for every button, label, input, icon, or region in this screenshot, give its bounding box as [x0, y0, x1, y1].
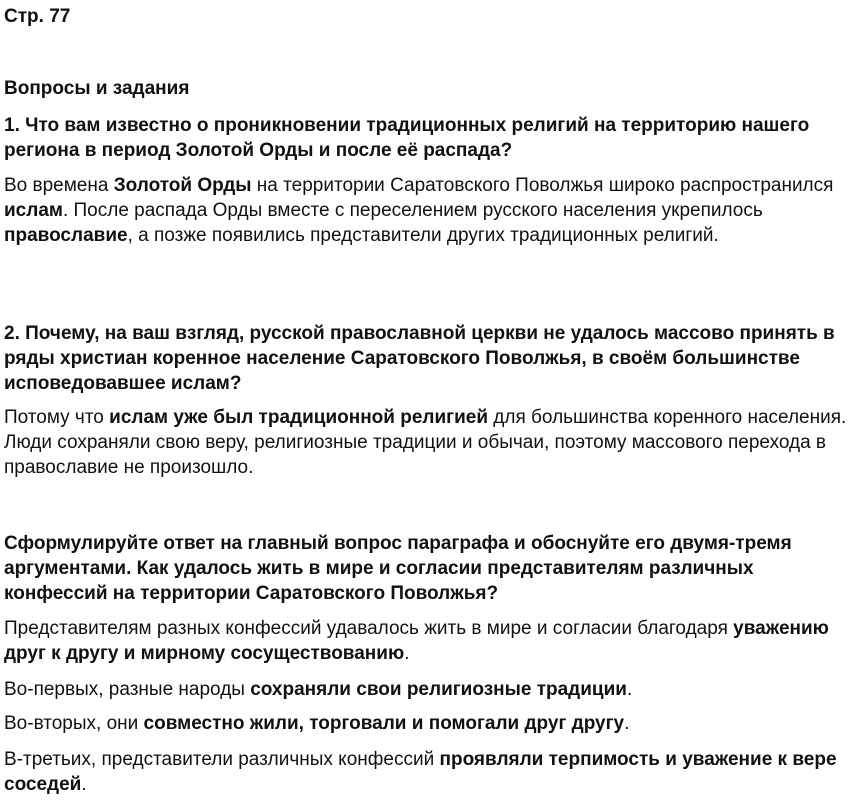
question-1: 1. Что вам известно о проникновении традиционных религий на территорию нашего региона в период Золотой Орды и после её распада?	[4, 115, 810, 161]
bold-phrase: Золотой Орды	[113, 175, 252, 196]
argument-3	[4, 747, 851, 797]
bold-phrase: ислам	[4, 200, 63, 221]
answer-2	[4, 405, 851, 480]
text-run: Представителям разных конфессий удавалось жить в мире и согласии благодаря	[4, 618, 734, 639]
section-title: Вопросы и задания	[4, 78, 190, 99]
question-2: 2. Почему, на ваш взгляд, русской православной церкви не удалось массово принять в ряды христиан коренное население Саратовского Поволжья, в своём большинстве исповедовавшее ислам?	[4, 323, 835, 394]
text-run: .	[626, 679, 633, 700]
page-label: Стр. 77	[4, 6, 71, 27]
answer-3-intro	[4, 616, 851, 666]
text-run: .	[624, 713, 630, 734]
bold-phrase: ислам уже был традиционной религией	[109, 407, 489, 428]
text-run: Во-первых, разные народы	[4, 679, 251, 700]
argument-1	[4, 677, 851, 702]
bold-phrase: православие	[4, 225, 128, 246]
text-run: для большинства коренного населения. Люди сохраняли свою веру, религиозные традиции и обычаи, поэтому массового перехода в православие не произошло.	[4, 407, 847, 478]
text-run: .	[81, 774, 87, 795]
text-run: В-третьих, представители различных конфессий	[4, 749, 440, 770]
text-run: на территории Саратовского Поволжья широко распространился	[251, 175, 834, 196]
text-run: . После распада Орды вместе с переселением русского населения укрепилось	[62, 200, 763, 221]
answer-1	[4, 173, 851, 248]
question-3: Сформулируйте ответ на главный вопрос параграфа и обоснуйте его двумя-тремя аргументами. Как удалось жить в мире и согласии представителям различных конфессий на территории Саратовского Поволжья?	[4, 533, 792, 604]
text-run: .	[404, 643, 410, 664]
text-run: Потому что	[4, 407, 110, 428]
text-run: Во-вторых, они	[4, 713, 144, 734]
bold-phrase: сохраняли свои религиозные традиции	[250, 679, 627, 700]
bold-phrase: проявляли терпимость и уважение к вере соседей	[4, 749, 837, 795]
text-run: , а позже появились представители других традиционных религий.	[127, 225, 719, 246]
text-run: Во времена	[4, 175, 114, 196]
argument-2	[4, 711, 851, 736]
bold-phrase: совместно жили, торговали и помогали друг другу	[143, 713, 625, 734]
bold-phrase: уважению друг к другу и мирному сосуществованию	[4, 618, 829, 664]
